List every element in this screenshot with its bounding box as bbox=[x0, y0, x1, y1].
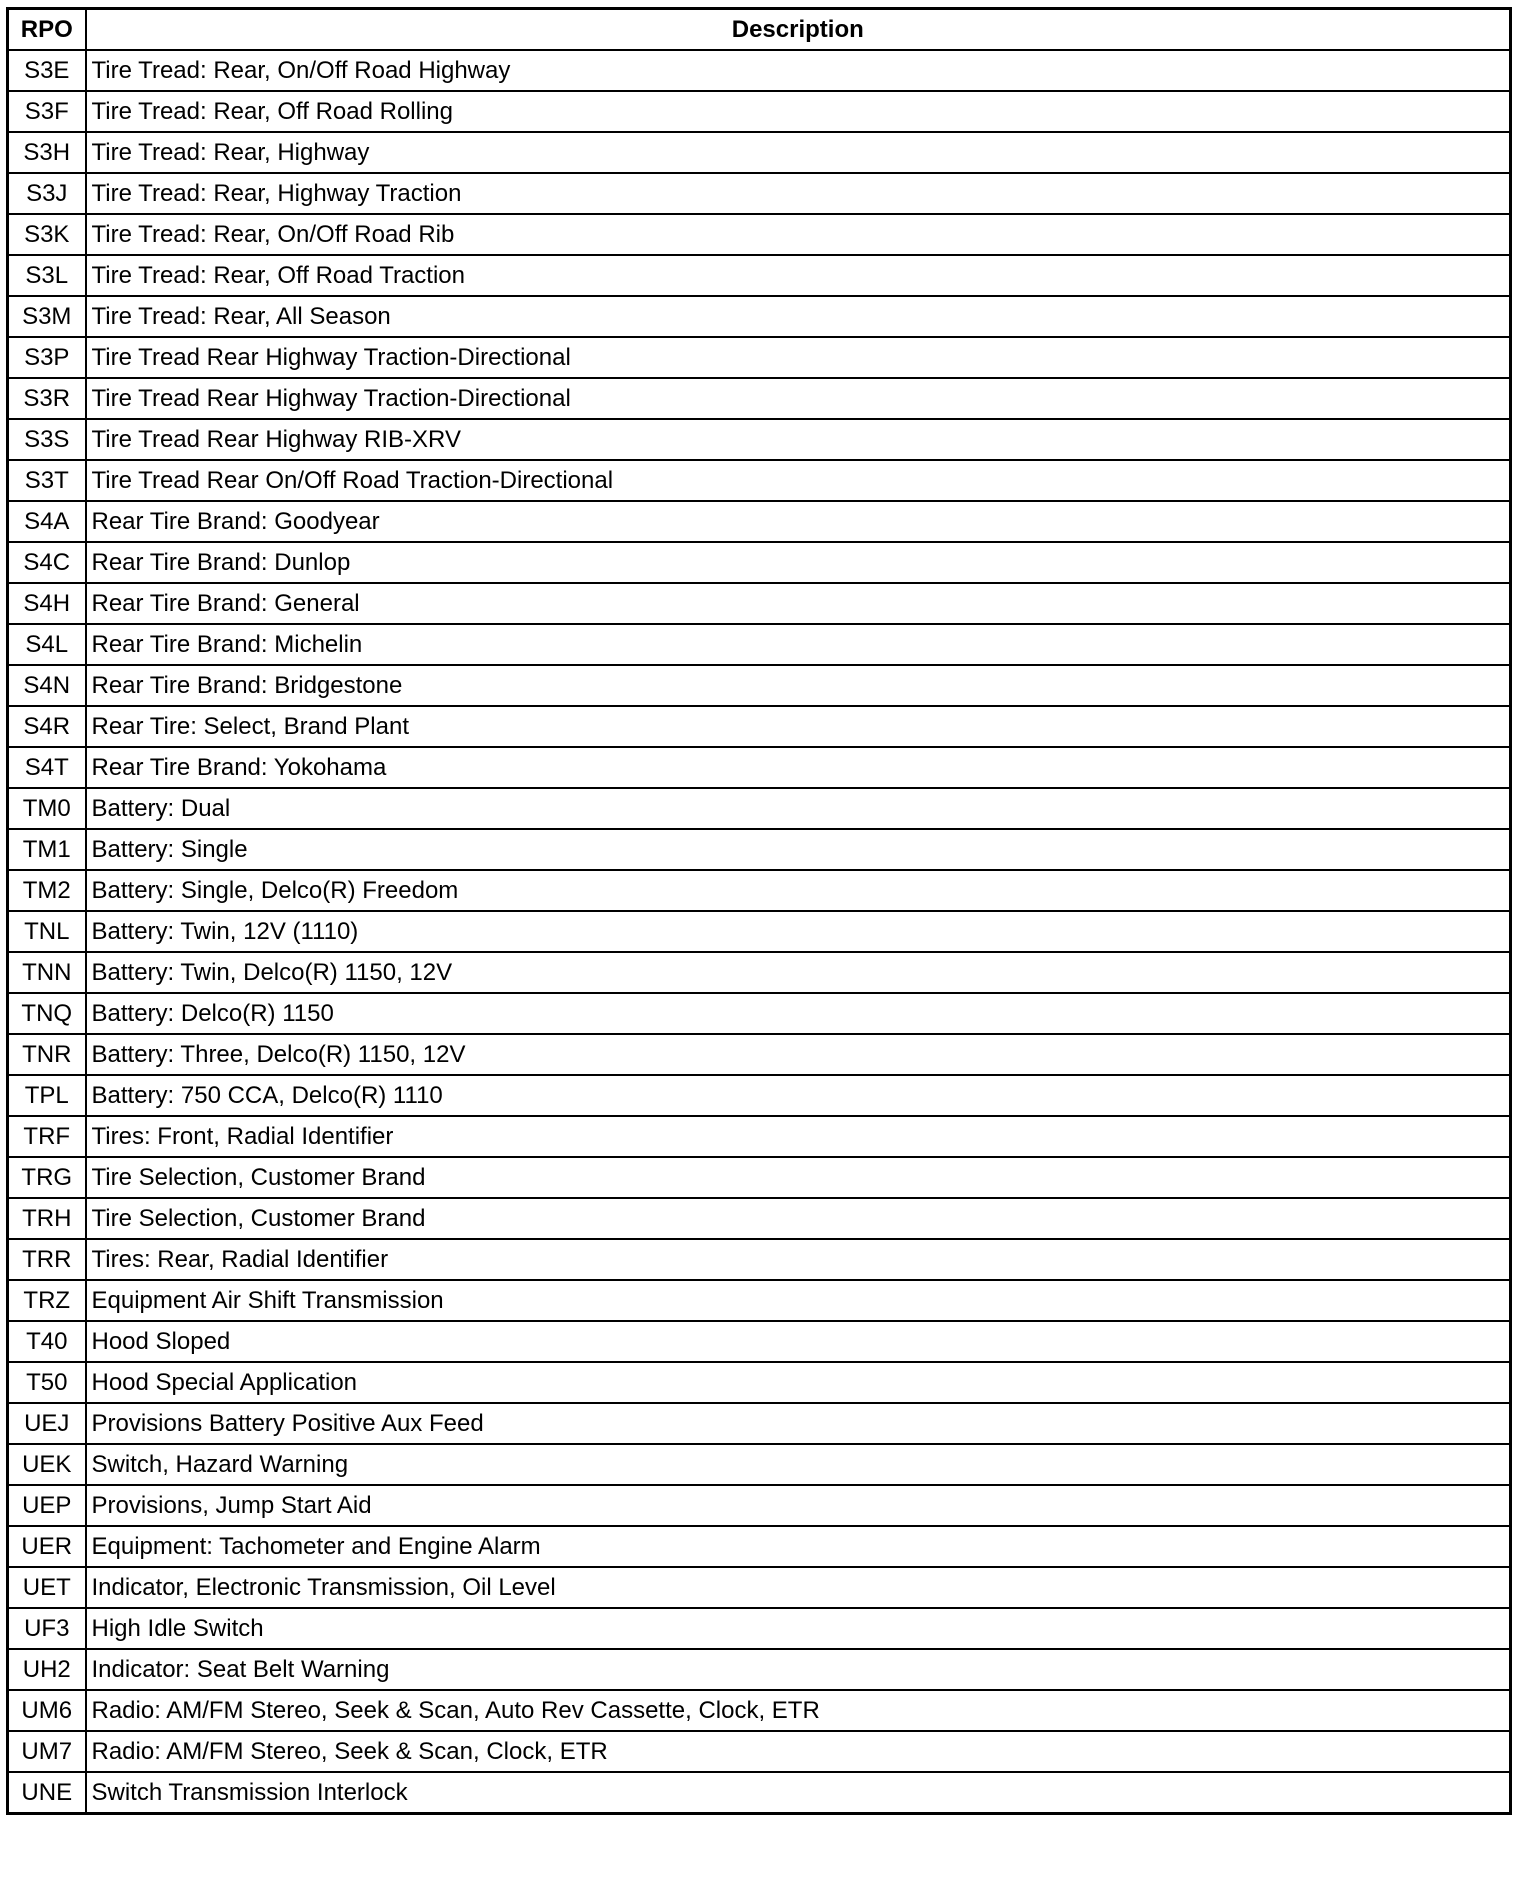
rpo-code-cell: UET bbox=[8, 1567, 86, 1608]
rpo-code-cell: TM0 bbox=[8, 788, 86, 829]
description-cell: Radio: AM/FM Stereo, Seek & Scan, Clock, ETR bbox=[86, 1731, 1511, 1772]
table-row bbox=[8, 624, 1511, 665]
description-cell: Tire Tread: Rear, On/Off Road Highway bbox=[86, 50, 1511, 91]
description-cell: Hood Special Application bbox=[86, 1362, 1511, 1403]
rpo-code-cell: S3K bbox=[8, 214, 86, 255]
rpo-table bbox=[6, 7, 1512, 1815]
table-row bbox=[8, 1772, 1511, 1814]
table-row bbox=[8, 132, 1511, 173]
table-row bbox=[8, 1239, 1511, 1280]
rpo-code-cell: S3J bbox=[8, 173, 86, 214]
table-row bbox=[8, 337, 1511, 378]
table-row bbox=[8, 747, 1511, 788]
table-row bbox=[8, 788, 1511, 829]
rpo-code-cell: TM1 bbox=[8, 829, 86, 870]
rpo-code-cell: S4L bbox=[8, 624, 86, 665]
table-row bbox=[8, 1280, 1511, 1321]
table-row bbox=[8, 1731, 1511, 1772]
table-row bbox=[8, 214, 1511, 255]
description-cell: Rear Tire Brand: Yokohama bbox=[86, 747, 1511, 788]
rpo-code-cell: S3H bbox=[8, 132, 86, 173]
rpo-code-cell: TNR bbox=[8, 1034, 86, 1075]
table-row bbox=[8, 583, 1511, 624]
description-cell: Rear Tire Brand: Goodyear bbox=[86, 501, 1511, 542]
rpo-code-cell: UM6 bbox=[8, 1690, 86, 1731]
rpo-code-cell: TRF bbox=[8, 1116, 86, 1157]
table-row bbox=[8, 91, 1511, 132]
description-cell: Rear Tire Brand: Bridgestone bbox=[86, 665, 1511, 706]
description-cell: Tires: Front, Radial Identifier bbox=[86, 1116, 1511, 1157]
rpo-code-cell: S4N bbox=[8, 665, 86, 706]
rpo-code-cell: TPL bbox=[8, 1075, 86, 1116]
table-row bbox=[8, 542, 1511, 583]
rpo-code-cell: TNL bbox=[8, 911, 86, 952]
description-cell: Tire Tread: Rear, On/Off Road Rib bbox=[86, 214, 1511, 255]
rpo-code-cell: TNN bbox=[8, 952, 86, 993]
table-row bbox=[8, 1526, 1511, 1567]
header-description: Description bbox=[86, 9, 1511, 51]
table-row bbox=[8, 952, 1511, 993]
rpo-code-cell: S3E bbox=[8, 50, 86, 91]
description-cell: Tire Selection, Customer Brand bbox=[86, 1157, 1511, 1198]
rpo-code-cell: UEJ bbox=[8, 1403, 86, 1444]
rpo-code-cell: TNQ bbox=[8, 993, 86, 1034]
rpo-code-cell: UEK bbox=[8, 1444, 86, 1485]
table-row bbox=[8, 419, 1511, 460]
rpo-code-cell: S4C bbox=[8, 542, 86, 583]
rpo-code-cell: S3L bbox=[8, 255, 86, 296]
table-body bbox=[8, 50, 1511, 1814]
description-cell: Equipment Air Shift Transmission bbox=[86, 1280, 1511, 1321]
description-cell: Battery: Single bbox=[86, 829, 1511, 870]
table-row bbox=[8, 1198, 1511, 1239]
description-cell: Tire Tread: Rear, Highway Traction bbox=[86, 173, 1511, 214]
rpo-code-cell: S4H bbox=[8, 583, 86, 624]
table-row bbox=[8, 1034, 1511, 1075]
rpo-code-cell: S4A bbox=[8, 501, 86, 542]
rpo-code-cell: S3M bbox=[8, 296, 86, 337]
table-row bbox=[8, 378, 1511, 419]
description-cell: Hood Sloped bbox=[86, 1321, 1511, 1362]
description-cell: Switch Transmission Interlock bbox=[86, 1772, 1511, 1814]
rpo-code-cell: TRR bbox=[8, 1239, 86, 1280]
table-row bbox=[8, 255, 1511, 296]
rpo-code-cell: S3P bbox=[8, 337, 86, 378]
description-cell: Provisions Battery Positive Aux Feed bbox=[86, 1403, 1511, 1444]
rpo-code-cell: T40 bbox=[8, 1321, 86, 1362]
rpo-code-cell: TRG bbox=[8, 1157, 86, 1198]
table-row bbox=[8, 1321, 1511, 1362]
table-row bbox=[8, 1403, 1511, 1444]
description-cell: Battery: Twin, 12V (1110) bbox=[86, 911, 1511, 952]
description-cell: High Idle Switch bbox=[86, 1608, 1511, 1649]
description-cell: Tire Tread Rear Highway Traction-Directional bbox=[86, 378, 1511, 419]
description-cell: Battery: 750 CCA, Delco(R) 1110 bbox=[86, 1075, 1511, 1116]
description-cell: Battery: Dual bbox=[86, 788, 1511, 829]
table-row bbox=[8, 296, 1511, 337]
table-row bbox=[8, 1116, 1511, 1157]
header-rpo: RPO bbox=[8, 9, 86, 51]
table-row bbox=[8, 501, 1511, 542]
rpo-code-cell: UNE bbox=[8, 1772, 86, 1814]
table-row bbox=[8, 1485, 1511, 1526]
table-row bbox=[8, 1362, 1511, 1403]
description-cell: Battery: Twin, Delco(R) 1150, 12V bbox=[86, 952, 1511, 993]
description-cell: Rear Tire Brand: General bbox=[86, 583, 1511, 624]
description-cell: Tire Tread: Rear, Off Road Rolling bbox=[86, 91, 1511, 132]
rpo-code-cell: TRH bbox=[8, 1198, 86, 1239]
table-row bbox=[8, 1690, 1511, 1731]
table-row bbox=[8, 911, 1511, 952]
description-cell: Equipment: Tachometer and Engine Alarm bbox=[86, 1526, 1511, 1567]
description-cell: Provisions, Jump Start Aid bbox=[86, 1485, 1511, 1526]
rpo-code-cell: UH2 bbox=[8, 1649, 86, 1690]
description-cell: Rear Tire: Select, Brand Plant bbox=[86, 706, 1511, 747]
rpo-code-cell: S4T bbox=[8, 747, 86, 788]
table-row bbox=[8, 706, 1511, 747]
description-cell: Tire Tread: Rear, Off Road Traction bbox=[86, 255, 1511, 296]
table-row bbox=[8, 1075, 1511, 1116]
table-row bbox=[8, 870, 1511, 911]
rpo-code-cell: UER bbox=[8, 1526, 86, 1567]
description-cell: Indicator: Seat Belt Warning bbox=[86, 1649, 1511, 1690]
rpo-code-cell: S3R bbox=[8, 378, 86, 419]
table-row bbox=[8, 1608, 1511, 1649]
description-cell: Indicator, Electronic Transmission, Oil Level bbox=[86, 1567, 1511, 1608]
table-row bbox=[8, 665, 1511, 706]
description-cell: Rear Tire Brand: Dunlop bbox=[86, 542, 1511, 583]
rpo-code-cell: UEP bbox=[8, 1485, 86, 1526]
table-row bbox=[8, 829, 1511, 870]
description-cell: Tire Tread Rear Highway RIB-XRV bbox=[86, 419, 1511, 460]
header-row bbox=[8, 9, 1511, 51]
table-row bbox=[8, 50, 1511, 91]
rpo-code-cell: TRZ bbox=[8, 1280, 86, 1321]
table-header bbox=[8, 9, 1511, 51]
rpo-code-cell: TM2 bbox=[8, 870, 86, 911]
rpo-code-cell: T50 bbox=[8, 1362, 86, 1403]
table-row bbox=[8, 1649, 1511, 1690]
description-cell: Tire Tread: Rear, Highway bbox=[86, 132, 1511, 173]
description-cell: Battery: Three, Delco(R) 1150, 12V bbox=[86, 1034, 1511, 1075]
description-cell: Battery: Single, Delco(R) Freedom bbox=[86, 870, 1511, 911]
table-row bbox=[8, 1157, 1511, 1198]
description-cell: Switch, Hazard Warning bbox=[86, 1444, 1511, 1485]
description-cell: Radio: AM/FM Stereo, Seek & Scan, Auto Rev Cassette, Clock, ETR bbox=[86, 1690, 1511, 1731]
description-cell: Tire Tread Rear Highway Traction-Directional bbox=[86, 337, 1511, 378]
table-row bbox=[8, 993, 1511, 1034]
rpo-code-cell: S3S bbox=[8, 419, 86, 460]
table-row bbox=[8, 173, 1511, 214]
rpo-code-cell: S3T bbox=[8, 460, 86, 501]
table-row bbox=[8, 460, 1511, 501]
description-cell: Tire Tread: Rear, All Season bbox=[86, 296, 1511, 337]
description-cell: Tire Selection, Customer Brand bbox=[86, 1198, 1511, 1239]
rpo-code-cell: S4R bbox=[8, 706, 86, 747]
table-row bbox=[8, 1567, 1511, 1608]
rpo-code-cell: UF3 bbox=[8, 1608, 86, 1649]
description-cell: Tire Tread Rear On/Off Road Traction-Directional bbox=[86, 460, 1511, 501]
description-cell: Battery: Delco(R) 1150 bbox=[86, 993, 1511, 1034]
rpo-code-cell: S3F bbox=[8, 91, 86, 132]
rpo-code-cell: UM7 bbox=[8, 1731, 86, 1772]
description-cell: Tires: Rear, Radial Identifier bbox=[86, 1239, 1511, 1280]
table-row bbox=[8, 1444, 1511, 1485]
description-cell: Rear Tire Brand: Michelin bbox=[86, 624, 1511, 665]
